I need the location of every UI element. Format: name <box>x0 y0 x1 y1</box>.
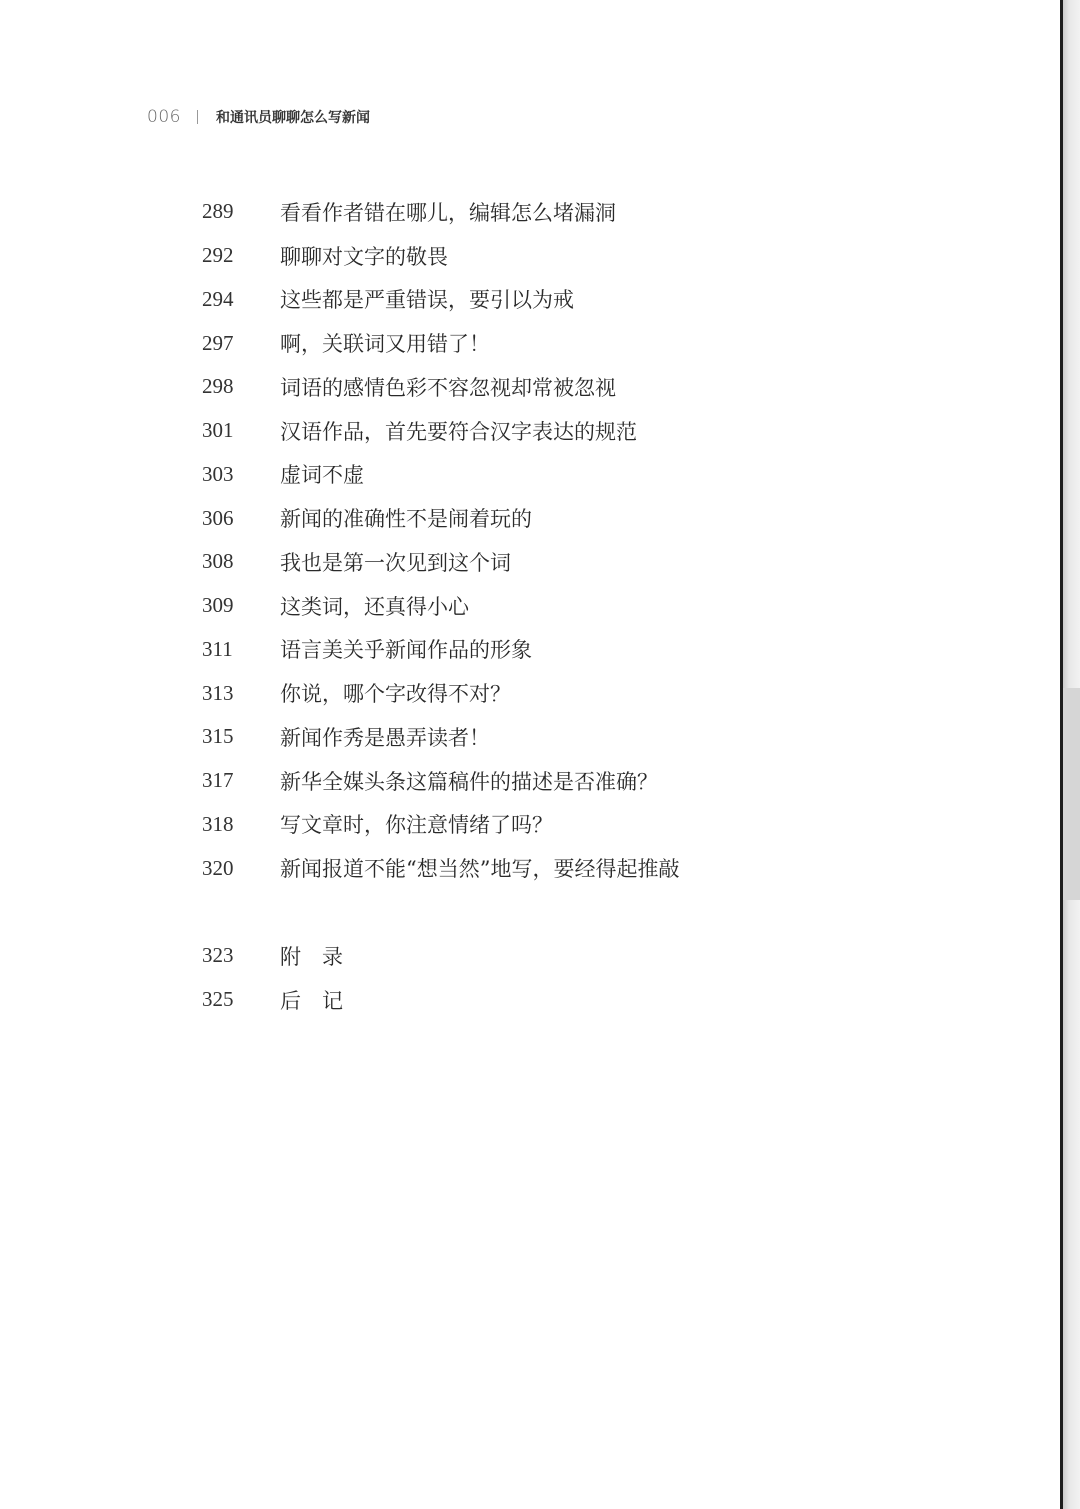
toc-entry[interactable] <box>202 628 902 672</box>
toc-page-number: 297 <box>202 330 234 355</box>
toc-page-number: 323 <box>202 943 234 968</box>
toc-entry[interactable] <box>202 540 902 584</box>
toc-title: 新闻的准确性不是闹着玩的 <box>280 507 532 532</box>
toc-section-gap <box>202 890 902 934</box>
toc-title: 我也是第一次见到这个词 <box>280 550 511 575</box>
toc-title: 写文章时，你注意情绪了吗？ <box>280 813 553 838</box>
toc-entry[interactable] <box>202 365 902 409</box>
toc-page-number: 289 <box>202 199 234 224</box>
toc-title: 你说，哪个字改得不对？ <box>280 682 511 707</box>
toc-entry-appendix[interactable] <box>202 934 902 978</box>
toc-page-number: 325 <box>202 987 234 1012</box>
toc-title: 聊聊对文字的敬畏 <box>280 244 448 269</box>
toc-page-number: 311 <box>202 636 233 661</box>
toc-entry[interactable] <box>202 846 902 890</box>
toc-title: 这些都是严重错误，要引以为戒 <box>280 288 574 313</box>
table-of-contents <box>202 190 902 1022</box>
toc-title: 汉语作品，首先要符合汉字表达的规范 <box>280 419 637 444</box>
toc-entry[interactable] <box>202 803 902 847</box>
toc-title: 新闻作秀是愚弄读者！ <box>280 725 490 750</box>
toc-title: 后 记 <box>280 988 343 1013</box>
toc-entry[interactable] <box>202 453 902 497</box>
toc-entry[interactable] <box>202 190 902 234</box>
toc-page-number: 294 <box>202 286 234 311</box>
toc-title: 虚词不虚 <box>280 463 364 488</box>
toc-title: 新闻报道不能“想当然”地写，要经得起推敲 <box>280 857 680 882</box>
toc-entry[interactable] <box>202 496 902 540</box>
toc-page-number: 298 <box>202 374 234 399</box>
toc-title: 啊，关联词又用错了！ <box>280 332 490 357</box>
toc-page-number: 315 <box>202 724 234 749</box>
book-title: 和通讯员聊聊怎么写新闻 <box>215 110 370 126</box>
page-edge-tab <box>1063 688 1080 900</box>
page-edge-line <box>1060 0 1063 1509</box>
toc-entry[interactable] <box>202 278 902 322</box>
toc-entry[interactable] <box>202 759 902 803</box>
toc-title: 附 录 <box>280 944 343 969</box>
toc-entry[interactable] <box>202 321 902 365</box>
header-divider <box>197 110 198 124</box>
toc-page-number: 309 <box>202 593 234 618</box>
toc-page-number: 303 <box>202 461 234 486</box>
toc-page-number: 308 <box>202 549 234 574</box>
toc-entry[interactable] <box>202 715 902 759</box>
toc-entry-afterword[interactable] <box>202 978 902 1022</box>
toc-title: 看看作者错在哪儿，编辑怎么堵漏洞 <box>280 200 616 225</box>
running-header <box>147 104 370 130</box>
toc-page-number: 292 <box>202 243 234 268</box>
toc-page-number: 301 <box>202 418 234 443</box>
toc-title: 新华全媒头条这篇稿件的描述是否准确？ <box>280 769 658 794</box>
page-number: 006 <box>147 107 181 127</box>
toc-page-number: 320 <box>202 855 234 880</box>
toc-page-number: 317 <box>202 768 234 793</box>
toc-title: 这类词，还真得小心 <box>280 594 469 619</box>
toc-entry[interactable] <box>202 234 902 278</box>
toc-page-number: 313 <box>202 680 234 705</box>
toc-page-number: 306 <box>202 505 234 530</box>
toc-entry[interactable] <box>202 584 902 628</box>
toc-entry[interactable] <box>202 409 902 453</box>
toc-entry[interactable] <box>202 671 902 715</box>
toc-title: 词语的感情色彩不容忽视却常被忽视 <box>280 375 616 400</box>
toc-page-number: 318 <box>202 811 234 836</box>
toc-title: 语言美关乎新闻作品的形象 <box>280 638 532 663</box>
